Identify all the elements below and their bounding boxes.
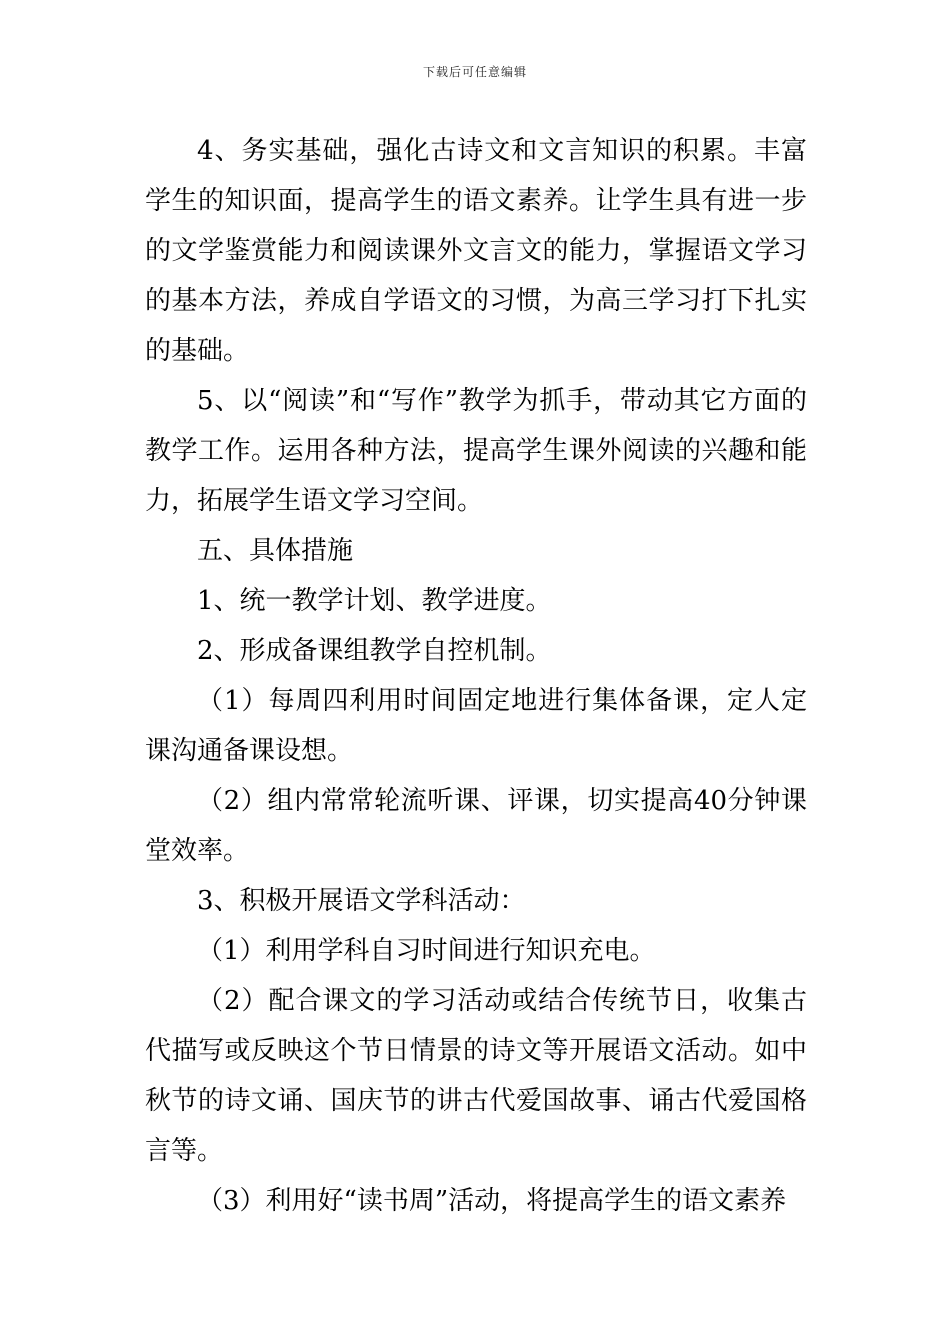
document-body xyxy=(145,126,807,1226)
paragraph-measure-3: 3、积极开展语文学科活动： xyxy=(197,886,526,916)
paragraph-measure-2-sub-1: （1）每周四利用时间固定地进行集体备课，定人定课沟通备课设想。 xyxy=(145,686,807,766)
paragraph-measure-3-sub-3: （3）利用好“读书周”活动，将提高学生的语文素养 xyxy=(197,1186,787,1216)
paragraph-measure-2-sub-2: （2）组内常常轮流听课、评课，切实提高40分钟课堂效率。 xyxy=(145,786,807,866)
section-heading-measures: 五、具体措施 xyxy=(197,536,354,566)
paragraph-goal-4: 4、务实基础，强化古诗文和文言知识的积累。丰富学生的知识面，提高学生的语文素养。让学生具有进一步的文学鉴赏能力和阅读课外文言文的能力，掌握语文学习的基本方法，养成自学语文的习惯，为高三学习打下扎实的基础。 xyxy=(145,136,807,366)
paragraph-measure-1: 1、统一教学计划、教学进度。 xyxy=(197,586,552,616)
page-header-note: 下载后可任意编辑 xyxy=(422,65,527,79)
paragraph-measure-3-sub-2: （2）配合课文的学习活动或结合传统节日，收集古代描写或反映这个节日情景的诗文等开展语文活动。如中秋节的诗文诵、国庆节的讲古代爱国故事、诵古代爱国格言等。 xyxy=(145,986,807,1166)
paragraph-measure-2: 2、形成备课组教学自控机制。 xyxy=(197,636,552,666)
paragraph-measure-3-sub-1: （1）利用学科自习时间进行知识充电。 xyxy=(197,936,656,966)
paragraph-goal-5: 5、以“阅读”和“写作”教学为抓手，带动其它方面的教学工作。运用各种方法，提高学生课外阅读的兴趣和能力，拓展学生语文学习空间。 xyxy=(145,386,807,516)
